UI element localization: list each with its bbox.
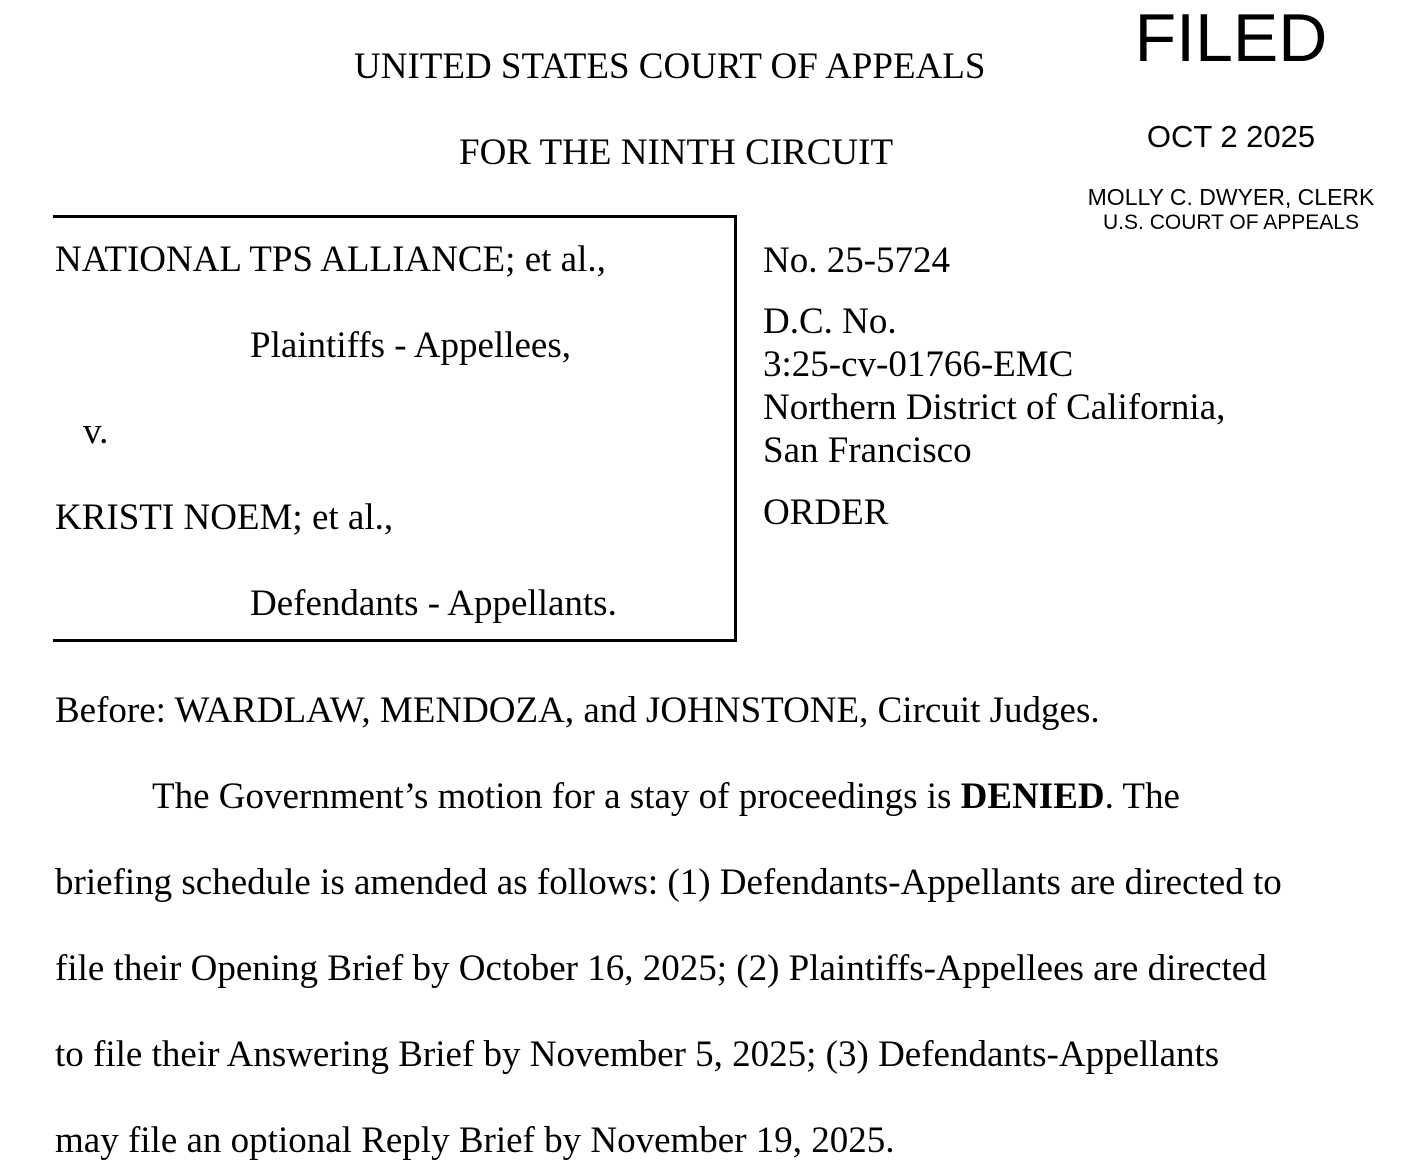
court-title: UNITED STATES COURT OF APPEALS: [354, 46, 986, 87]
filed-date: OCT 2 2025: [1146, 119, 1316, 154]
order-line-1: [152, 778, 1180, 815]
order-line-5: may file an optional Reply Brief by November 19, 2025.: [55, 1120, 895, 1161]
denied-ruling: DENIED: [960, 776, 1105, 817]
dc-number: 3:25-cv-01766-EMC: [763, 344, 1074, 385]
plaintiff-role: Plaintiffs - Appellees,: [250, 325, 571, 366]
versus-label: v.: [83, 411, 109, 452]
defendant-role: Defendants - Appellants.: [250, 583, 617, 624]
case-number: No. 25-5724: [763, 240, 951, 281]
order-line-2: briefing schedule is amended as follows: (1) Defendants-Appellants are directed to: [55, 862, 1282, 903]
clerk-name: MOLLY C. DWYER, CLERK: [1087, 184, 1375, 210]
document-type: ORDER: [763, 492, 889, 533]
order-line-3: file their Opening Brief by October 16, 2025; (2) Plaintiffs-Appellees are directed: [55, 948, 1267, 989]
filed-label: FILED: [1134, 0, 1328, 76]
order-line-4: to file their Answering Brief by November 5, 2025; (3) Defendants-Appellants: [55, 1034, 1220, 1075]
dc-number-label: D.C. No.: [763, 301, 897, 342]
judges-panel: Before: WARDLAW, MENDOZA, and JOHNSTONE, Circuit Judges.: [55, 690, 1100, 731]
circuit-title: FOR THE NINTH CIRCUIT: [459, 132, 894, 173]
clerk-office: U.S. COURT OF APPEALS: [1103, 211, 1359, 234]
order-line-1-tail: . The: [1104, 776, 1180, 817]
defendant-name: KRISTI NOEM; et al.,: [55, 497, 394, 538]
plaintiff-name: NATIONAL TPS ALLIANCE; et al.,: [55, 239, 606, 280]
district-name: Northern District of California,: [763, 387, 1226, 428]
order-line-1-text: The Government’s motion for a stay of proceedings is: [152, 776, 961, 817]
district-city: San Francisco: [763, 430, 972, 471]
filed-stamp: [1080, 0, 1382, 240]
